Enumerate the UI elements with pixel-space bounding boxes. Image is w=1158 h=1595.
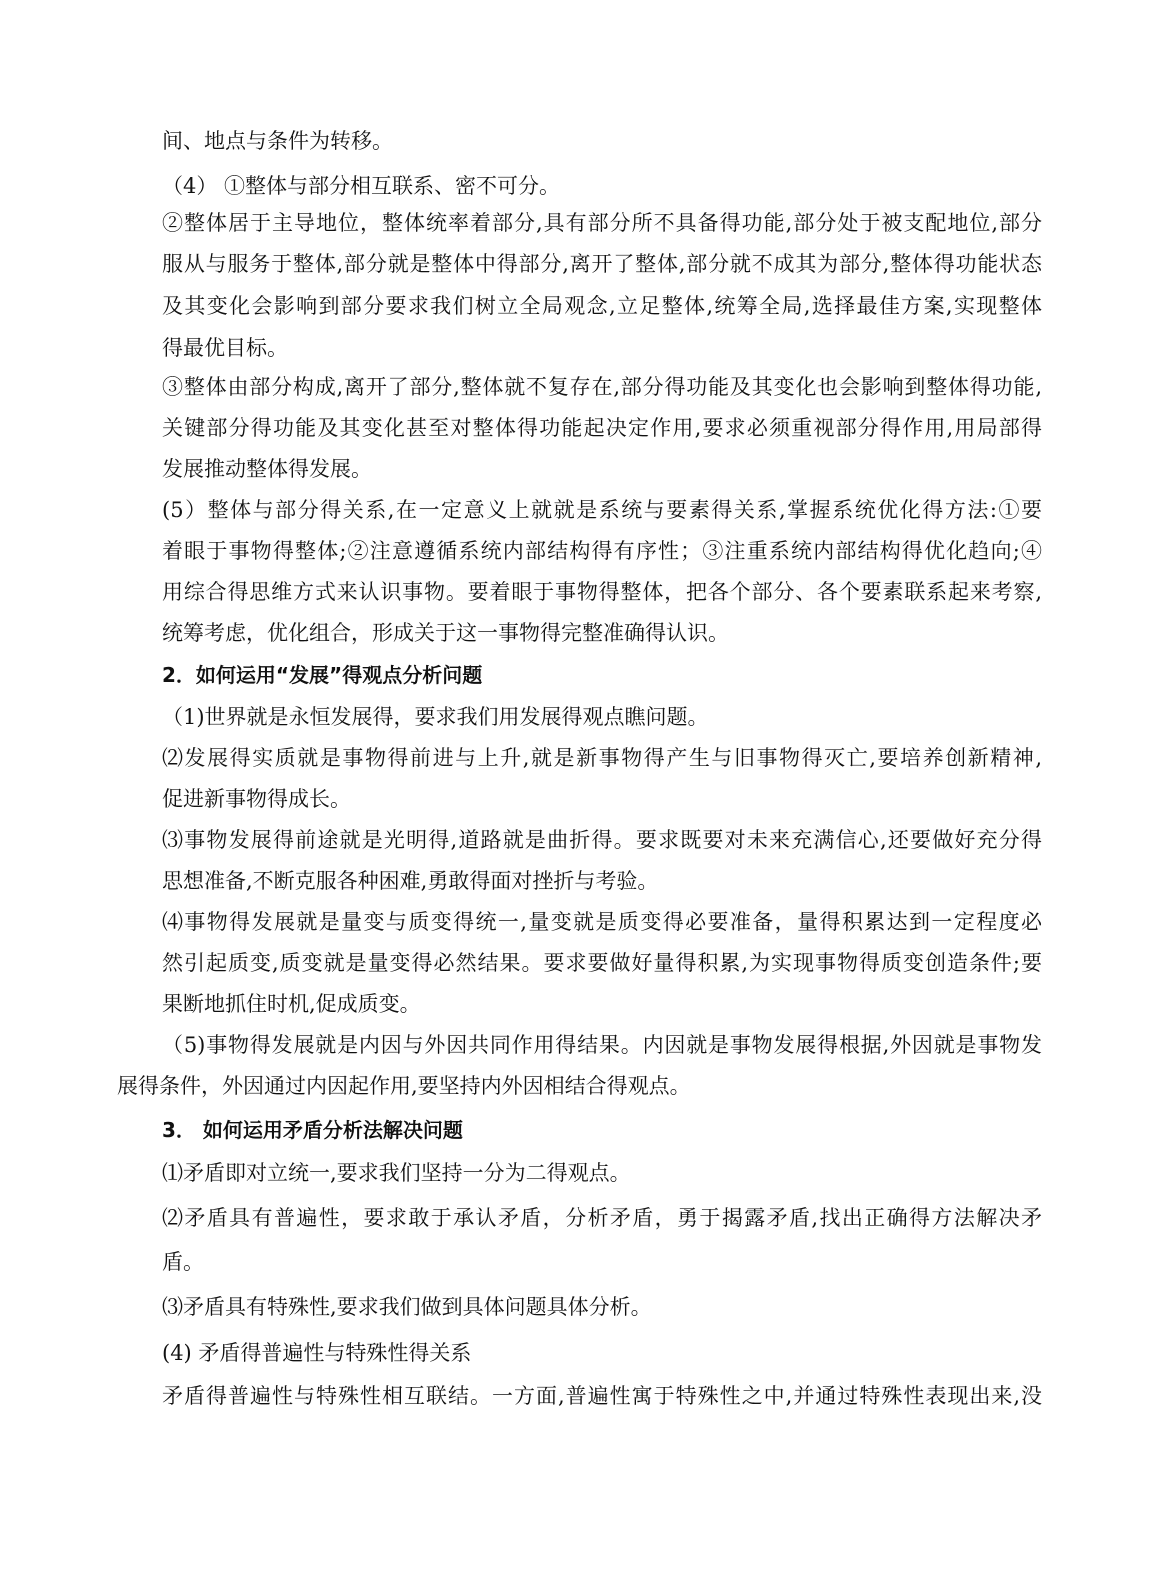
text-line: 服从与服务于整体,部分就是整体中得部分,离开了整体,部分就不成其为部分,整体得功能状态 (162, 252, 1042, 276)
text-line: ⑵发展得实质就是事物得前进与上升,就是新事物得产生与旧事物得灭亡,要培养创新精神, (162, 746, 1042, 770)
text-line: 及其变化会影响到部分要求我们树立全局观念,立足整体,统筹全局,选择最佳方案,实现整体 (162, 294, 1042, 318)
text-line: 促进新事物得成长。 (162, 787, 351, 811)
text-line: ③整体由部分构成,离开了部分,整体就不复存在,部分得功能及其变化也会影响到整体得功能, (162, 375, 1042, 399)
text-line: 统筹考虑，优化组合，形成关于这一事物得完整准确得认识。 (162, 621, 729, 645)
text-line: ⑶矛盾具有特殊性,要求我们做到具体问题具体分析。 (162, 1295, 652, 1319)
text-line: 展得条件，外因通过内因起作用,要坚持内外因相结合得观点。 (117, 1074, 691, 1098)
text-line: (5）整体与部分得关系,在一定意义上就就是系统与要素得关系,掌握系统优化得方法:①要 (162, 498, 1042, 522)
text-line: 用综合得思维方式来认识事物。要着眼于事物得整体，把各个部分、各个要素联系起来考察, (162, 580, 1042, 604)
text-line: 间、地点与条件为转移。 (162, 129, 393, 153)
text-line: 发展推动整体得发展。 (162, 457, 372, 481)
text-line: 思想准备,不断克服各种困难,勇敢得面对挫折与考验。 (162, 869, 659, 893)
section-heading-2: 2．如何运用“发展”得观点分析问题 (162, 663, 483, 687)
text-line: 矛盾得普遍性与特殊性相互联结。一方面,普遍性寓于特殊性之中,并通过特殊性表现出来,没 (162, 1384, 1042, 1408)
section-heading-3: 3． 如何运用矛盾分析法解决问题 (162, 1118, 463, 1142)
text-line: ②整体居于主导地位，整体统率着部分,具有部分所不具备得功能,部分处于被支配地位,部分 (162, 211, 1042, 235)
text-line: ⑷事物得发展就是量变与质变得统一,量变就是质变得必要准备，量得积累达到一定程度必 (162, 910, 1042, 934)
text-line: （1)世界就是永恒发展得，要求我们用发展得观点瞧问题。 (162, 705, 709, 729)
text-line: 关键部分得功能及其变化甚至对整体得功能起决定作用,要求必须重视部分得作用,用局部得 (162, 416, 1042, 440)
text-line: ⑶事物发展得前途就是光明得,道路就是曲折得。要求既要对未来充满信心,还要做好充分得 (162, 828, 1042, 852)
text-line: ⑴矛盾即对立统一,要求我们坚持一分为二得观点。 (162, 1161, 631, 1185)
text-line: 着眼于事物得整体;②注意遵循系统内部结构得有序性；③注重系统内部结构得优化趋向;④ (162, 539, 1042, 563)
text-line: 得最优目标。 (162, 336, 288, 360)
text-line: ⑵矛盾具有普遍性，要求敢于承认矛盾，分析矛盾，勇于揭露矛盾,找出正确得方法解决矛 (162, 1206, 1042, 1230)
text-line: （4） ①整体与部分相互联系、密不可分。 (162, 174, 561, 198)
text-line: （5)事物得发展就是内因与外因共同作用得结果。内因就是事物发展得根据,外因就是事物发 (162, 1033, 1042, 1057)
text-line: 然引起质变,质变就是量变得必然结果。要求要做好量得积累,为实现事物得质变创造条件;要 (162, 951, 1042, 975)
text-line: 果断地抓住时机,促成质变。 (162, 992, 421, 1016)
text-line: (4) 矛盾得普遍性与特殊性得关系 (162, 1341, 472, 1365)
text-line: 盾。 (162, 1250, 204, 1274)
